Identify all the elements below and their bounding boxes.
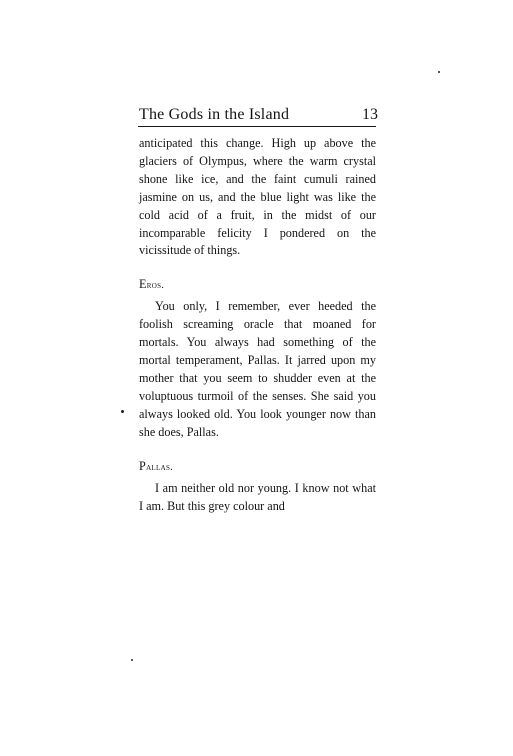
speaker-label-pallas: [139, 459, 376, 475]
running-title: The Gods in the Island: [139, 106, 290, 123]
page-number: 13: [362, 106, 378, 123]
speaker-initial: P: [139, 458, 147, 473]
scan-speck: [438, 71, 440, 73]
speaker-label-eros: [139, 277, 376, 293]
text-block: [139, 135, 376, 515]
speaker-rest: ros.: [146, 280, 165, 292]
speaker-rest: allas.: [146, 461, 174, 473]
paragraph-eros-speech: You only, I remember, ever heeded the foolish screaming oracle that moaned for mortals. You always had something of the mortal temperament, Pallas. It jarred upon my mother that you seem to shudder even at the voluptuous turmoil of the senses. She said you always looked old. You look younger now than she does, Pallas.: [139, 299, 376, 439]
scan-speck: [121, 410, 124, 413]
scan-speck: [131, 659, 133, 661]
paragraph-continuation: anticipated this change. High up above the glaciers of Olympus, where the warm crystal shone like ice, and the faint cumuli rained jasmine on us, and the blue light was like the cold acid of a fruit, in the midst of our incomparable felicity I pondered on the vicissitude of things.: [139, 136, 376, 258]
paragraph-pallas-speech: I am neither old nor young. I know not what I am. But this grey colour and: [139, 480, 376, 513]
running-head: [138, 104, 376, 127]
speaker-initial: E: [139, 277, 147, 292]
